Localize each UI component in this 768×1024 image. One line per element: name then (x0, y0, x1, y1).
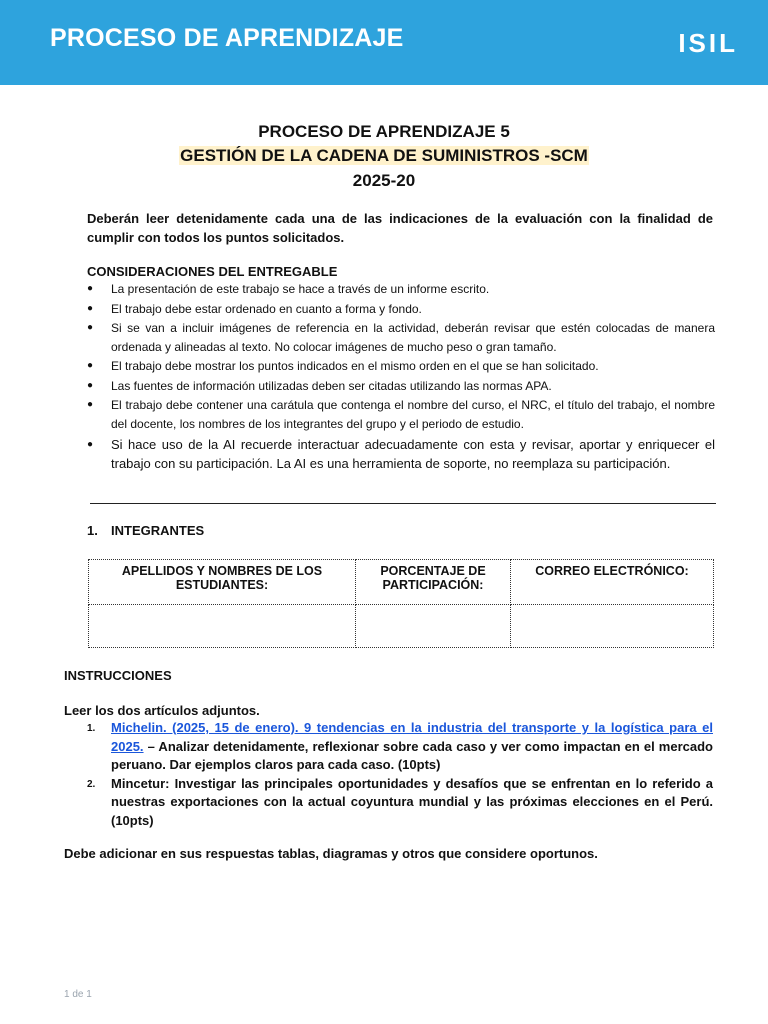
consideration-item: ● Las fuentes de información utilizadas deben ser citadas utilizando las normas APA. (87, 377, 715, 396)
considerations-heading: CONSIDERACIONES DEL ENTREGABLE (87, 264, 338, 279)
page-header (0, 0, 768, 85)
instructions-list (87, 719, 713, 830)
page-number: 1 de 1 (64, 989, 92, 1000)
column-header-percentage: PORCENTAJE DE PARTICIPACIÓN: (356, 560, 511, 605)
course-title-text: GESTIÓN DE LA CADENA DE SUMINISTROS -SCM (180, 146, 588, 165)
header-title: PROCESO DE APRENDIZAJE (50, 24, 404, 52)
section-title: INTEGRANTES (111, 523, 205, 538)
consideration-item: ● El trabajo debe mostrar los puntos indicados en el mismo orden en el que se han solicitado. (87, 357, 715, 376)
consideration-item: ● La presentación de este trabajo se hace a través de un informe escrito. (87, 280, 715, 299)
section-number: 1. (87, 523, 98, 538)
consideration-item: ● El trabajo debe estar ordenado en cuanto a forma y fondo. (87, 300, 715, 319)
considerations-list (87, 280, 715, 474)
section-integrantes-heading (87, 523, 204, 538)
course-title (0, 144, 768, 168)
column-header-email: CORREO ELECTRÓNICO: (511, 560, 714, 605)
instruction-text: – Analizar detenidamente, reflexionar sobre cada caso y ver como impactan en el mercado peruano. Dar ejemplos claros para cada caso. (10pts) (111, 738, 713, 772)
table-header-row (89, 560, 714, 605)
table-cell-email[interactable] (511, 605, 714, 648)
table-cell-names[interactable] (89, 605, 356, 648)
instructions-heading: INSTRUCCIONES (64, 668, 172, 683)
consideration-item: ● Si se van a incluir imágenes de referencia en la actividad, deberán revisar que estén colocadas de manera ordenada y alineadas al texto. No colocar imágenes de mucho peso o gran tamaño. (87, 319, 715, 356)
instruction-item (87, 719, 713, 775)
period-title: 2025-20 (352, 171, 416, 190)
michelin-article-link[interactable]: Michelin. (2025, 15 de enero). 9 tendencias en la industria del transporte y la logística para el 2025. (111, 720, 713, 754)
closing-note: Debe adicionar en sus respuestas tablas, diagramas y otros que considere oportunos. (64, 846, 598, 861)
document-title: PROCESO DE APRENDIZAJE 5 (258, 122, 510, 141)
section-divider (90, 503, 716, 504)
isil-logo: ISIL (678, 28, 738, 58)
intro-paragraph: Deberán leer detenidamente cada una de las indicaciones de la evaluación con la finalidad de cumplir con todos los puntos solicitados. (87, 211, 713, 245)
members-table (88, 559, 714, 648)
consideration-item: ● Si hace uso de la AI recuerde interactuar adecuadamente con esta y revisar, aportar y enriquecer el trabajo con su participación. La AI es una herramienta de soporte, no reemplaza su participación. (87, 436, 715, 473)
table-row (89, 605, 714, 648)
consideration-item: ● El trabajo debe contener una carátula que contenga el nombre del curso, el NRC, el título del trabajo, el nombre del docente, los nombres de los integrantes del grupo y el periodo de estudio. (87, 396, 715, 433)
instruction-number: 1. (87, 723, 96, 734)
table-cell-percentage[interactable] (356, 605, 511, 648)
instruction-number: 2. (87, 778, 96, 790)
instruction-item (87, 775, 713, 831)
column-header-names: APELLIDOS Y NOMBRES DE LOS ESTUDIANTES: (89, 560, 356, 605)
read-articles-line: Leer los dos artículos adjuntos. (64, 703, 260, 718)
instruction-text: Mincetur: Investigar las principales oportunidades y desafíos que se enfrentan en lo referido a nuestras exportaciones con la actual coyuntura mundial y las próximas elecciones en el Perú. (10pts) (111, 775, 713, 828)
document-titles (0, 120, 768, 194)
